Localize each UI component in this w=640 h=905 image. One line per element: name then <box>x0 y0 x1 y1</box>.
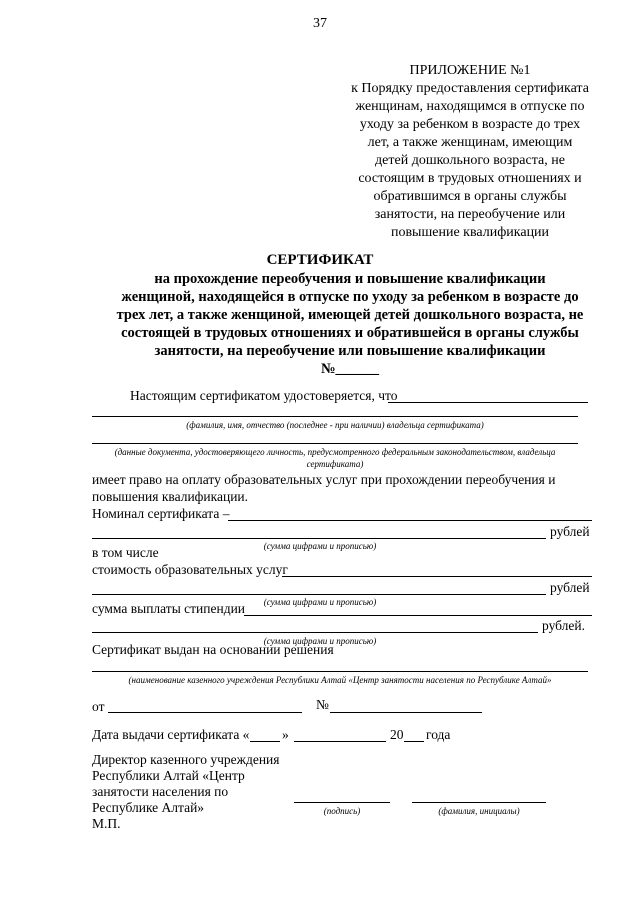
rubles-label: рублей. <box>542 618 586 633</box>
subtitle-line: женщиной, находящейся в отпуске по уходу за ребенком в возрасте до <box>121 289 579 305</box>
stipend-field[interactable] <box>244 615 592 616</box>
edu-cost-field[interactable] <box>282 576 592 577</box>
rubles-label: рублей <box>550 580 590 595</box>
certify-text: Настоящим сертификатом удостоверяется, что <box>130 388 398 403</box>
edu-cost-field-cont[interactable] <box>92 594 546 595</box>
has-right-text: имеет право на оплату образовательных услуг при прохождении переобучения и <box>92 472 556 487</box>
appendix-line: детей дошкольного возраста, не <box>375 153 565 168</box>
year-suffix: года <box>426 727 451 742</box>
certificate-title: СЕРТИФИКАТ <box>266 252 374 268</box>
appendix-line: к Порядку предоставления сертификата <box>351 81 589 96</box>
appendix-line: женщинам, находящимся в отпуске по <box>355 99 585 114</box>
sum-caption: (сумма цифрами и прописью) <box>263 636 377 646</box>
stipend-label: сумма выплаты стипендии <box>92 601 246 616</box>
issue-date-close: » <box>282 727 289 742</box>
sum-caption: (сумма цифрами и прописью) <box>263 541 377 551</box>
signature-field[interactable] <box>294 802 390 803</box>
director-line: Республике Алтай» <box>92 800 205 815</box>
edu-cost-label: стоимость образовательных услуг <box>92 562 288 577</box>
rubles-label: рублей <box>550 524 590 539</box>
institution-caption: (наименование казенного учреждения Республики Алтай «Центр занятости населения по Республике Алтай» <box>128 675 552 685</box>
subtitle-line: состоящей в трудовых отношениях и обратившейся в органы службы <box>121 325 579 341</box>
issue-month-field[interactable] <box>294 741 386 742</box>
owner-name-field-cont[interactable] <box>92 416 578 417</box>
appendix-line: уходу за ребенком в возрасте до трех <box>359 117 581 132</box>
subtitle-line: трех лет, а также женщиной, имеющей детей дошкольного возраста, не <box>116 307 584 323</box>
director-line: Республики Алтай «Центр <box>92 768 245 783</box>
issued-basis-text: Сертификат выдан на основании решения <box>92 642 334 657</box>
appendix-line: лет, а также женщинам, имеющим <box>367 135 573 150</box>
year-prefix: 20 <box>390 727 404 742</box>
appendix-line: обратившимся в органы службы <box>373 189 567 204</box>
owner-docs-field[interactable] <box>92 443 578 444</box>
page-number: 37 <box>313 16 327 31</box>
signature-caption: (подпись) <box>323 806 361 816</box>
name-initials-field[interactable] <box>412 802 546 803</box>
stamp-label: М.П. <box>92 816 121 831</box>
nominal-field[interactable] <box>228 520 592 521</box>
director-line: занятости населения по <box>92 784 229 799</box>
appendix-line: состоящим в трудовых отношениях и <box>358 171 582 186</box>
owner-name-field[interactable] <box>388 402 588 403</box>
appendix-line: занятости, на переобучение или <box>374 207 566 222</box>
name-initials-caption: (фамилия, инициалы) <box>438 806 520 816</box>
number-sign: № <box>316 697 329 712</box>
decision-number-field[interactable] <box>330 712 482 713</box>
issue-date-label: Дата выдачи сертификата « <box>92 727 250 742</box>
fio-caption: (фамилия, имя, отчество (последнее - при наличии) владельца сертификата) <box>186 420 484 430</box>
docs-caption: (данные документа, удостоверяющего личность, предусмотренного федеральным законодательством, владельца сертификата) <box>114 447 556 469</box>
certificate-subtitle <box>90 270 610 378</box>
has-right-text-2: повышения квалификации. <box>92 489 249 504</box>
from-label: от <box>92 699 105 714</box>
certificate-number: №______ <box>320 361 380 377</box>
subtitle-line: на прохождение переобучения и повышение квалификации <box>154 271 546 287</box>
director-line: Директор казенного учреждения <box>92 752 280 767</box>
stipend-field-cont[interactable] <box>92 632 538 633</box>
sum-caption: (сумма цифрами и прописью) <box>263 597 377 607</box>
nominal-field-cont[interactable] <box>92 538 546 539</box>
appendix-block <box>320 62 620 242</box>
including-text: в том числе <box>92 545 159 560</box>
nominal-label: Номинал сертификата – <box>92 506 230 521</box>
issue-day-field[interactable] <box>250 741 280 742</box>
appendix-line: повышение квалификации <box>390 225 550 240</box>
decision-date-field[interactable] <box>108 712 302 713</box>
institution-field[interactable] <box>92 671 588 672</box>
appendix-heading: ПРИЛОЖЕНИЕ №1 <box>409 63 531 78</box>
subtitle-line: занятости, на переобучение или повышение квалификации <box>154 343 546 359</box>
issue-year-field[interactable] <box>404 741 424 742</box>
